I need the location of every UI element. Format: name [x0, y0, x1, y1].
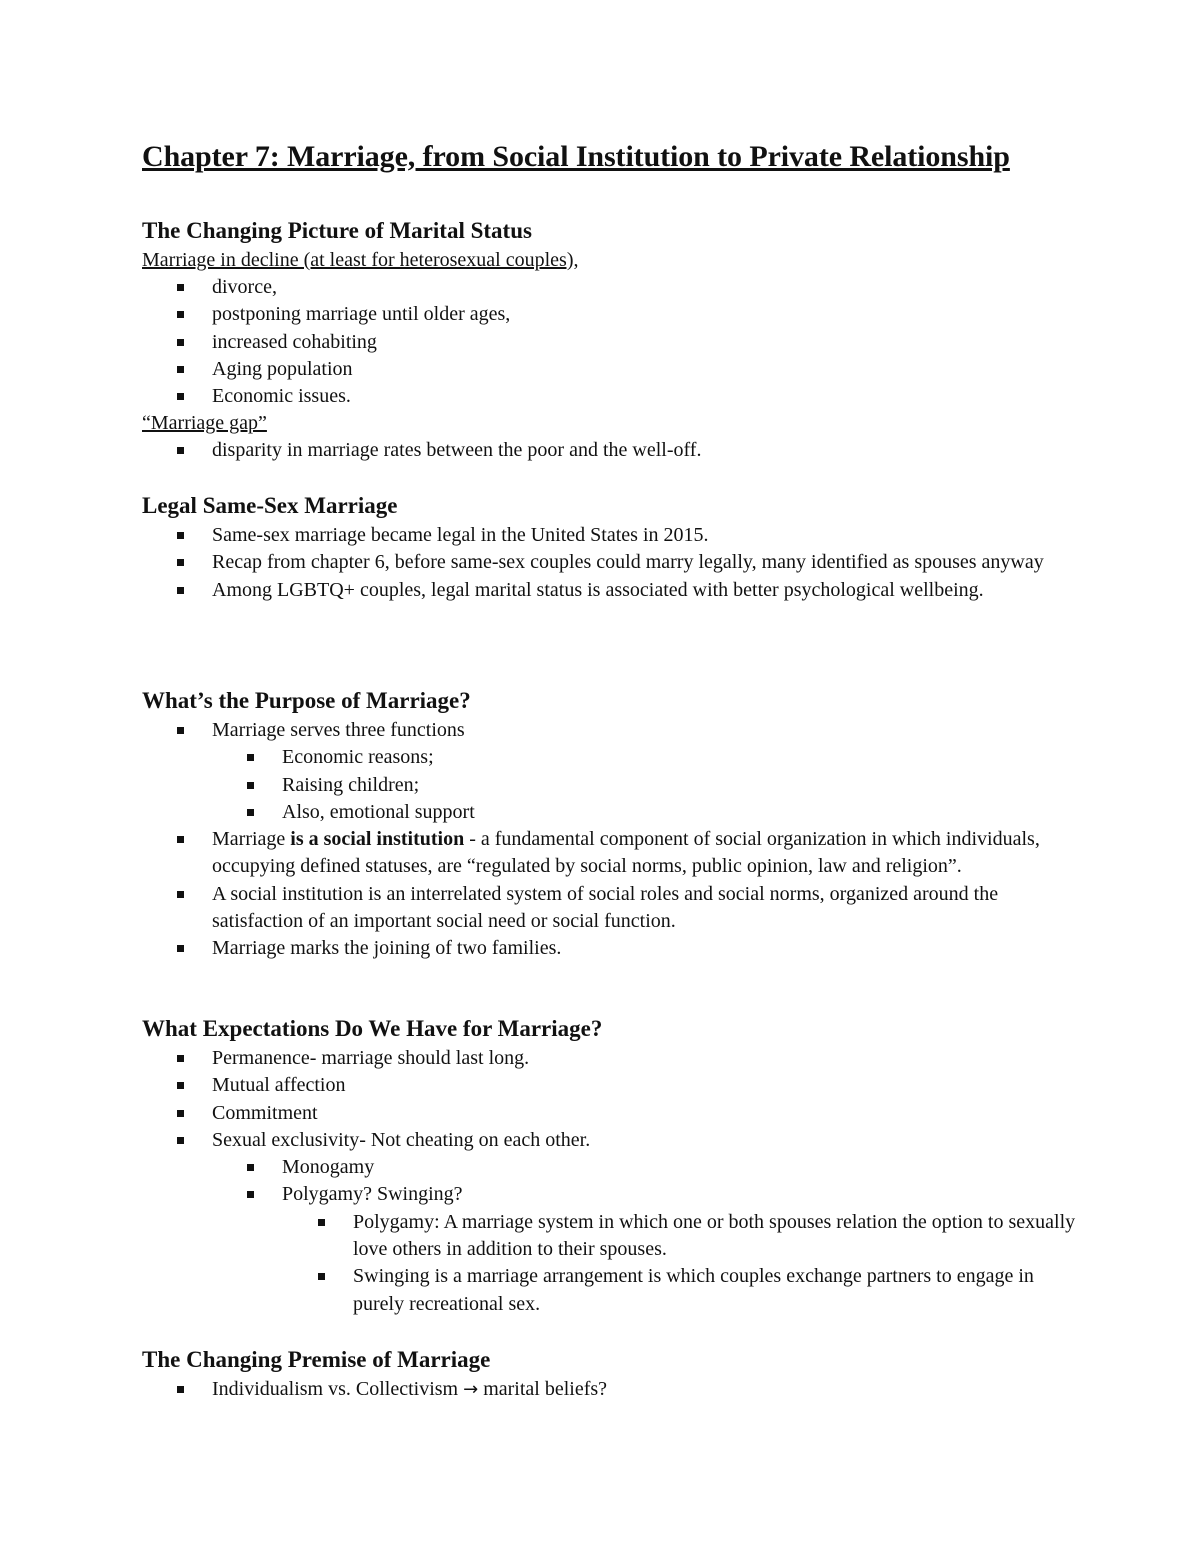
- list-item-text: divorce,: [212, 276, 277, 298]
- section-marital-status: [142, 215, 1082, 465]
- list-item-text: postponing marriage until older ages,: [212, 303, 511, 326]
- list-item: [142, 717, 1082, 744]
- section-heading: The Changing Premise of Marriage: [142, 1347, 491, 1372]
- list-item-text: Polygamy: A marriage system in which one or both spouses relation the option to sexually love others in addition to their spouses.: [353, 1210, 1076, 1261]
- list-item-text: Swinging is a marriage arrangement is which couples exchange partners to engage in purely recreational sex.: [353, 1265, 1034, 1315]
- list-item: [142, 437, 1082, 464]
- square-bullet-icon: [247, 782, 254, 789]
- section-heading: What’s the Purpose of Marriage?: [142, 688, 471, 713]
- bullet-list: [142, 437, 1082, 464]
- square-bullet-icon: [177, 1110, 184, 1117]
- square-bullet-icon: [177, 284, 184, 291]
- square-bullet-icon: [177, 836, 184, 843]
- section-heading: The Changing Picture of Marital Status: [142, 218, 532, 243]
- list-item-text: Mutual affection: [212, 1074, 346, 1097]
- square-bullet-icon: [177, 945, 184, 952]
- list-item: [142, 772, 1082, 799]
- bullet-list: [142, 717, 1082, 963]
- list-item-text: Marriage marks the joining of two families.: [212, 937, 562, 960]
- square-bullet-icon: [177, 532, 184, 539]
- list-item: [142, 1154, 1082, 1181]
- list-item: [142, 301, 1082, 328]
- right-arrow-icon: →: [463, 1379, 479, 1400]
- list-item: [142, 1100, 1082, 1127]
- list-item-text: Commitment: [212, 1101, 318, 1124]
- section-expectations: [142, 1013, 1082, 1318]
- list-item: [142, 274, 1082, 301]
- list-item-text: increased cohabiting: [212, 330, 377, 353]
- section-same-sex-marriage: [142, 490, 1082, 604]
- square-bullet-icon: [247, 1164, 254, 1171]
- square-bullet-icon: [177, 311, 184, 318]
- list-item-text: Permanence- marriage should last long.: [212, 1047, 530, 1069]
- section-purpose-of-marriage: [142, 685, 1082, 963]
- square-bullet-icon: [247, 809, 254, 816]
- list-item-text: Recap from chapter 6, before same-sex couples could marry legally, many identified as spouses anyway: [212, 551, 1044, 574]
- square-bullet-icon: [177, 447, 184, 454]
- square-bullet-icon: [177, 1082, 184, 1089]
- list-item: [142, 935, 1082, 962]
- list-item: [142, 1127, 1082, 1154]
- section-heading: What Expectations Do We Have for Marriage?: [142, 1016, 603, 1041]
- list-item-text: Raising children;: [282, 773, 420, 796]
- list-item: [142, 383, 1082, 410]
- list-item-text: Marriage serves three functions: [212, 719, 465, 741]
- square-bullet-icon: [177, 1386, 184, 1393]
- bullet-list: [142, 1045, 1082, 1318]
- list-item: [142, 549, 1082, 576]
- square-bullet-icon: [177, 1055, 184, 1062]
- square-bullet-icon: [177, 366, 184, 373]
- list-item: [142, 1072, 1082, 1099]
- square-bullet-icon: [177, 727, 184, 734]
- list-item: [142, 799, 1082, 826]
- square-bullet-icon: [318, 1219, 325, 1226]
- list-item-text: Individualism vs. Collectivism: [212, 1378, 464, 1400]
- list-item: [142, 1263, 1082, 1318]
- list-item-text: Monogamy: [282, 1156, 375, 1179]
- square-bullet-icon: [177, 339, 184, 346]
- section-changing-premise: [142, 1344, 1082, 1403]
- square-bullet-icon: [177, 587, 184, 594]
- list-item: [142, 522, 1082, 549]
- subheading-marriage-gap: “Marriage gap”: [142, 412, 267, 435]
- square-bullet-icon: [177, 559, 184, 566]
- square-bullet-icon: [247, 1191, 254, 1198]
- list-item-text: A social institution is an interrelated system of social roles and social norms, organized around the satisfaction of an important social need or social function.: [212, 882, 999, 933]
- list-item: [142, 826, 1082, 881]
- bullet-list: [142, 522, 1082, 604]
- list-item-text: Among LGBTQ+ couples, legal marital status is associated with better psychological wellbeing.: [212, 578, 984, 601]
- list-item: [142, 1045, 1082, 1072]
- list-item: [142, 1209, 1082, 1264]
- list-item: [142, 1181, 1082, 1208]
- list-item-text: Same-sex marriage became legal in the United States in 2015.: [212, 524, 709, 546]
- list-item-text: - a fundamental component of social organization in which individuals, occupying defined statuses, are “regulated by social norms, public opinion, law and religion”.: [212, 828, 1040, 878]
- list-item-text: Polygamy? Swinging?: [282, 1183, 463, 1206]
- list-item: [142, 881, 1082, 936]
- list-item: [142, 577, 1082, 604]
- list-item: [142, 329, 1082, 356]
- list-item-text: Also, emotional support: [282, 800, 475, 823]
- list-item: [142, 356, 1082, 383]
- list-item-text: Economic issues.: [212, 385, 351, 408]
- section-heading: Legal Same-Sex Marriage: [142, 493, 398, 518]
- list-item-text: Marriage: [212, 828, 291, 851]
- square-bullet-icon: [177, 1137, 184, 1144]
- bold-term: is a social institution: [290, 828, 465, 851]
- list-item-text: Sexual exclusivity- Not cheating on each other.: [212, 1128, 591, 1151]
- subheading-marriage-decline: Marriage in decline (at least for heterosexual couples),: [142, 249, 579, 271]
- bullet-list: [142, 1376, 1082, 1403]
- list-item-text: marital beliefs?: [478, 1378, 608, 1400]
- square-bullet-icon: [247, 754, 254, 761]
- page-title: Chapter 7: Marriage, from Social Institution to Private Relationship: [142, 140, 1010, 173]
- list-item-text: Aging population: [212, 357, 353, 380]
- list-item: [142, 744, 1082, 771]
- square-bullet-icon: [318, 1273, 325, 1280]
- list-item-text: disparity in marriage rates between the poor and the well-off.: [212, 439, 702, 462]
- bullet-list: [142, 274, 1082, 410]
- square-bullet-icon: [177, 393, 184, 400]
- list-item-text: Economic reasons;: [282, 746, 434, 769]
- list-item: [142, 1376, 1082, 1403]
- square-bullet-icon: [177, 891, 184, 898]
